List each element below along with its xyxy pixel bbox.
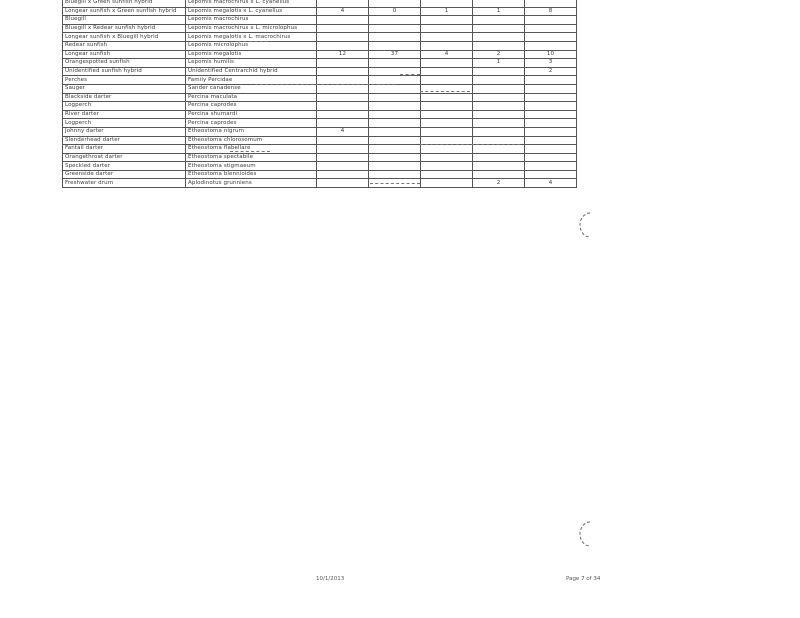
count-cell	[421, 33, 473, 42]
table-row	[63, 93, 577, 102]
table-body	[63, 0, 577, 188]
table-row	[63, 0, 577, 7]
count-cell	[317, 67, 369, 76]
common-name-cell: Logperch	[63, 102, 186, 111]
count-cell	[369, 33, 421, 42]
binder-hole-top	[576, 210, 596, 240]
scientific-name-cell: Lepomis humilis	[186, 59, 317, 68]
table-row	[63, 153, 577, 162]
count-cell	[317, 93, 369, 102]
table-strikethrough	[230, 151, 270, 152]
scientific-name-cell: Unidentified Centrarchid hybrid	[186, 67, 317, 76]
footer-page-number: Page 7 of 34	[566, 576, 601, 582]
count-cell	[421, 41, 473, 50]
common-name-cell: Logperch	[63, 119, 186, 128]
count-cell	[421, 153, 473, 162]
count-cell	[421, 76, 473, 85]
scientific-name-cell: Percina maculata	[186, 93, 317, 102]
table-row	[63, 110, 577, 119]
count-cell	[421, 170, 473, 179]
count-cell: 8	[525, 7, 577, 16]
table-row	[63, 179, 577, 188]
count-cell	[317, 24, 369, 33]
count-cell	[473, 119, 525, 128]
count-cell	[473, 145, 525, 154]
count-cell	[317, 41, 369, 50]
count-cell	[473, 93, 525, 102]
count-cell	[421, 127, 473, 136]
count-cell	[421, 179, 473, 188]
scientific-name-cell: Etheostoma nigrum	[186, 127, 317, 136]
count-cell: 4	[525, 179, 577, 188]
scientific-name-cell: Aplodinotus grunniens	[186, 179, 317, 188]
scientific-name-cell: Lepomis megalotis x L. macrochirus	[186, 33, 317, 42]
common-name-cell: Johnny darter	[63, 127, 186, 136]
count-cell: 1	[473, 7, 525, 16]
count-cell	[369, 41, 421, 50]
count-cell	[421, 145, 473, 154]
scientific-name-cell: Sander canadense	[186, 84, 317, 93]
table-strikethrough	[400, 74, 420, 75]
count-cell	[369, 0, 421, 7]
scientific-name-cell: Lepomis megalotis	[186, 50, 317, 59]
count-cell	[421, 67, 473, 76]
count-cell	[369, 127, 421, 136]
count-cell	[369, 110, 421, 119]
common-name-cell: Unidentified sunfish hybrid	[63, 67, 186, 76]
count-cell	[473, 33, 525, 42]
common-name-cell: Bluegill x Green sunfish hybrid	[63, 0, 186, 7]
common-name-cell: Perches	[63, 76, 186, 85]
count-cell	[473, 110, 525, 119]
count-cell	[317, 59, 369, 68]
count-cell	[369, 119, 421, 128]
count-cell: 2	[473, 179, 525, 188]
table-row	[63, 67, 577, 76]
count-cell	[525, 145, 577, 154]
scientific-name-cell: Etheostoma blennioides	[186, 170, 317, 179]
count-cell	[421, 59, 473, 68]
scientific-name-cell: Etheostoma spectabile	[186, 153, 317, 162]
count-cell	[317, 16, 369, 25]
count-cell	[525, 102, 577, 111]
count-cell	[369, 102, 421, 111]
count-cell	[369, 153, 421, 162]
count-cell	[317, 119, 369, 128]
count-cell	[317, 145, 369, 154]
common-name-cell: Redear sunfish	[63, 41, 186, 50]
common-name-cell: River darter	[63, 110, 186, 119]
scientific-name-cell: Family Percidae	[186, 76, 317, 85]
count-cell	[525, 153, 577, 162]
count-cell	[421, 16, 473, 25]
common-name-cell: Bluegill x Redear sunfish hybrid	[63, 24, 186, 33]
count-cell	[525, 24, 577, 33]
footer-date: 10/1/2013	[316, 576, 345, 582]
common-name-cell: Longear sunfish x Bluegill hybrid	[63, 33, 186, 42]
scientific-name-cell: Percina caprodes	[186, 102, 317, 111]
count-cell: 3	[525, 59, 577, 68]
count-cell	[473, 153, 525, 162]
fish-species-table	[62, 0, 577, 188]
count-cell: 2	[525, 67, 577, 76]
table-row	[63, 16, 577, 25]
count-cell	[421, 110, 473, 119]
scientific-name-cell: Percina caprodes	[186, 119, 317, 128]
count-cell	[473, 162, 525, 171]
count-cell	[317, 33, 369, 42]
count-cell	[369, 16, 421, 25]
count-cell	[473, 16, 525, 25]
table-row	[63, 84, 577, 93]
count-cell	[473, 84, 525, 93]
count-cell: 37	[369, 50, 421, 59]
table-row	[63, 50, 577, 59]
table-row	[63, 59, 577, 68]
count-cell	[317, 84, 369, 93]
count-cell	[369, 170, 421, 179]
count-cell	[369, 162, 421, 171]
table-row	[63, 24, 577, 33]
count-cell	[525, 127, 577, 136]
table-row	[63, 127, 577, 136]
count-cell	[317, 179, 369, 188]
table-row	[63, 145, 577, 154]
count-cell	[369, 136, 421, 145]
table-row	[63, 170, 577, 179]
table-row	[63, 33, 577, 42]
scientific-name-cell: Etheostoma stigmaeum	[186, 162, 317, 171]
table-strikethrough	[255, 84, 395, 85]
table-row	[63, 162, 577, 171]
common-name-cell: Sauger	[63, 84, 186, 93]
count-cell	[317, 153, 369, 162]
count-cell	[525, 110, 577, 119]
count-cell	[317, 136, 369, 145]
count-cell	[421, 0, 473, 7]
count-cell	[525, 84, 577, 93]
scientific-name-cell: Lepomis macrochirus x L. cyanellus	[186, 0, 317, 7]
count-cell: 1	[421, 7, 473, 16]
count-cell	[369, 24, 421, 33]
count-cell	[317, 162, 369, 171]
scientific-name-cell: Lepomis macrochirus x L. microlophus	[186, 24, 317, 33]
count-cell	[473, 0, 525, 7]
scientific-name-cell: Lepomis microlophus	[186, 41, 317, 50]
table-strikethrough	[420, 144, 520, 145]
count-cell	[369, 59, 421, 68]
count-cell	[421, 162, 473, 171]
count-cell: 2	[473, 50, 525, 59]
count-cell	[525, 33, 577, 42]
scientific-name-cell: Lepomis megalotis x L. cyanellus	[186, 7, 317, 16]
count-cell	[525, 162, 577, 171]
count-cell: 4	[421, 50, 473, 59]
count-cell	[369, 93, 421, 102]
count-cell	[369, 84, 421, 93]
common-name-cell: Bluegill	[63, 16, 186, 25]
count-cell	[525, 119, 577, 128]
common-name-cell: Fantail darter	[63, 145, 186, 154]
count-cell	[317, 110, 369, 119]
count-cell	[525, 0, 577, 7]
table-row	[63, 102, 577, 111]
binder-hole-bottom	[576, 519, 596, 549]
table-row	[63, 41, 577, 50]
scientific-name-cell: Lepomis macrochirus	[186, 16, 317, 25]
count-cell: 10	[525, 50, 577, 59]
count-cell	[473, 127, 525, 136]
count-cell	[421, 102, 473, 111]
common-name-cell: Freshwater drum	[63, 179, 186, 188]
count-cell	[421, 24, 473, 33]
table-strikethrough	[238, 41, 268, 42]
count-cell: 12	[317, 50, 369, 59]
count-cell: 0	[369, 7, 421, 16]
common-name-cell: Greenside darter	[63, 170, 186, 179]
common-name-cell: Orangethroat darter	[63, 153, 186, 162]
common-name-cell: Slenderhead darter	[63, 136, 186, 145]
scientific-name-cell: Etheostoma flabellare	[186, 145, 317, 154]
common-name-cell: Orangespotted sunfish	[63, 59, 186, 68]
common-name-cell: Longear sunfish	[63, 50, 186, 59]
table-row	[63, 7, 577, 16]
count-cell	[369, 145, 421, 154]
count-cell: 4	[317, 127, 369, 136]
table-strikethrough	[370, 183, 420, 184]
count-cell	[317, 102, 369, 111]
count-cell	[525, 170, 577, 179]
common-name-cell: Longear sunfish x Green sunfish hybrid	[63, 7, 186, 16]
count-cell	[317, 0, 369, 7]
scientific-name-cell: Etheostoma chlorosomum	[186, 136, 317, 145]
count-cell: 4	[317, 7, 369, 16]
count-cell	[525, 16, 577, 25]
count-cell	[421, 93, 473, 102]
count-cell	[317, 170, 369, 179]
table-strikethrough	[420, 91, 470, 92]
scientific-name-cell: Percina shumardi	[186, 110, 317, 119]
count-cell	[473, 102, 525, 111]
common-name-cell: Speckled darter	[63, 162, 186, 171]
count-cell: 1	[473, 59, 525, 68]
count-cell	[525, 136, 577, 145]
count-cell	[525, 41, 577, 50]
count-cell	[473, 24, 525, 33]
common-name-cell: Blackside darter	[63, 93, 186, 102]
table-row	[63, 119, 577, 128]
count-cell	[473, 41, 525, 50]
count-cell	[473, 170, 525, 179]
count-cell	[421, 119, 473, 128]
count-cell	[473, 76, 525, 85]
count-cell	[525, 93, 577, 102]
count-cell	[525, 76, 577, 85]
count-cell	[473, 67, 525, 76]
